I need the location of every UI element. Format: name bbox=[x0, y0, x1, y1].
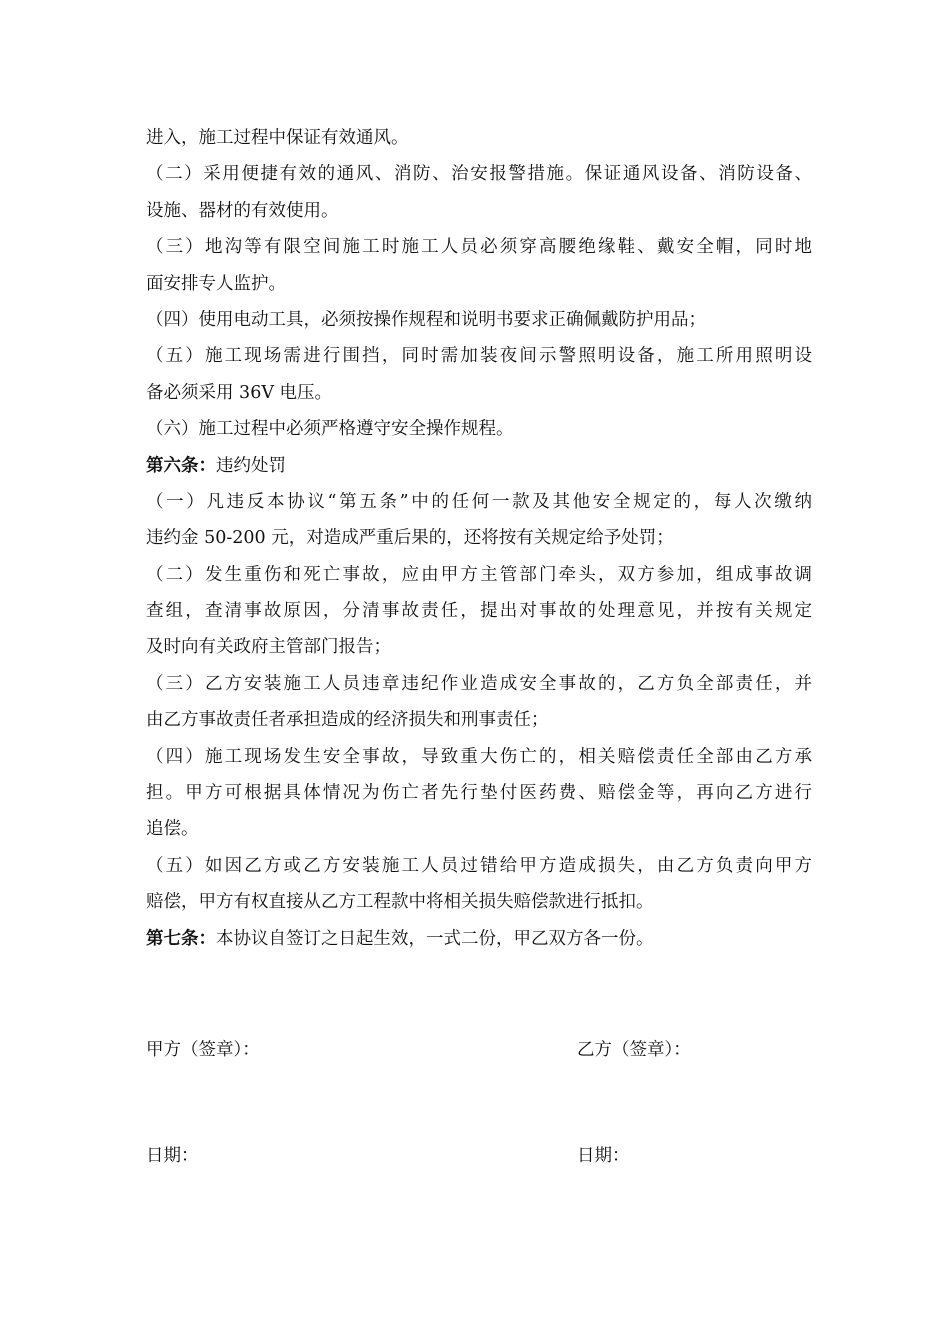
text-line: （一）凡违反本协议“第五条”中的任何一款及其他安全规定的，每人次缴纳 bbox=[146, 491, 812, 512]
party-a-date-label: 日期： bbox=[146, 1146, 199, 1166]
article-7-text: 本协议自签订之日起生效，一式二份，甲乙双方各一份。 bbox=[216, 928, 654, 949]
text-line: （二）发生重伤和死亡事故，应由甲方主管部门牵头，双方参加，组成事故调 bbox=[146, 564, 812, 585]
text-line: 备必须采用 36V 电压。 bbox=[146, 382, 333, 403]
text-line: 进入，施工过程中保证有效通风。 bbox=[146, 128, 409, 148]
party-b-signature-label: 乙方（签章）： bbox=[577, 1040, 691, 1060]
party-a-signature-label: 甲方（签章）： bbox=[146, 1040, 260, 1060]
text-line: 由乙方事故责任者承担造成的经济损失和刑事责任； bbox=[146, 710, 549, 731]
text-line: 查组，查清事故原因，分清事故责任，提出对事故的处理意见，并按有关规定 bbox=[146, 601, 812, 622]
article-7-heading: 第七条： bbox=[146, 928, 216, 949]
text-line: （六）施工过程中必须严格遵守安全操作规程。 bbox=[146, 419, 514, 440]
text-line: 面安排专人监护。 bbox=[146, 273, 286, 294]
text-line: （五）如因乙方或乙方安装施工人员过错给甲方造成损失，由乙方负责向甲方 bbox=[146, 855, 812, 876]
document-body bbox=[146, 120, 812, 957]
text-line: （四）使用电动工具，必须按操作规程和说明书要求正确佩戴防护用品； bbox=[146, 309, 706, 330]
text-line: 追偿。 bbox=[146, 819, 199, 840]
text-line: （二）采用便捷有效的通风、消防、治安报警措施。保证通风设备、消防设备、 bbox=[146, 164, 812, 185]
text-line: 担。甲方可根据具体情况为伤亡者先行垫付医药费、赔偿金等，再向乙方进行 bbox=[146, 783, 812, 804]
text-line: 设施、器材的有效使用。 bbox=[146, 200, 339, 221]
article-6-heading: 第六条： bbox=[146, 455, 216, 476]
party-b-date-label: 日期： bbox=[577, 1146, 630, 1166]
article-6-heading-line bbox=[146, 448, 812, 484]
article-7-line bbox=[146, 921, 812, 957]
text-line: （三）地沟等有限空间施工时施工人员必须穿高腰绝缘鞋、戴安全帽，同时地 bbox=[146, 237, 812, 258]
article-6-title: 违约处罚 bbox=[216, 455, 286, 476]
text-line: 及时向有关政府主管部门报告； bbox=[146, 637, 391, 658]
text-line: （四）施工现场发生安全事故，导致重大伤亡的，相关赔偿责任全部由乙方承 bbox=[146, 746, 812, 767]
text-line: 赔偿，甲方有权直接从乙方工程款中将相关损失赔偿款进行抵扣。 bbox=[146, 892, 654, 913]
text-line: （五）施工现场需进行围挡，同时需加装夜间示警照明设备，施工所用照明设 bbox=[146, 346, 812, 367]
text-line: 违约金 50-200 元，对造成严重后果的，还将按有关规定给予处罚； bbox=[146, 528, 674, 549]
text-line: （三）乙方安装施工人员违章违纪作业造成安全事故的，乙方负全部责任，并 bbox=[146, 673, 812, 694]
